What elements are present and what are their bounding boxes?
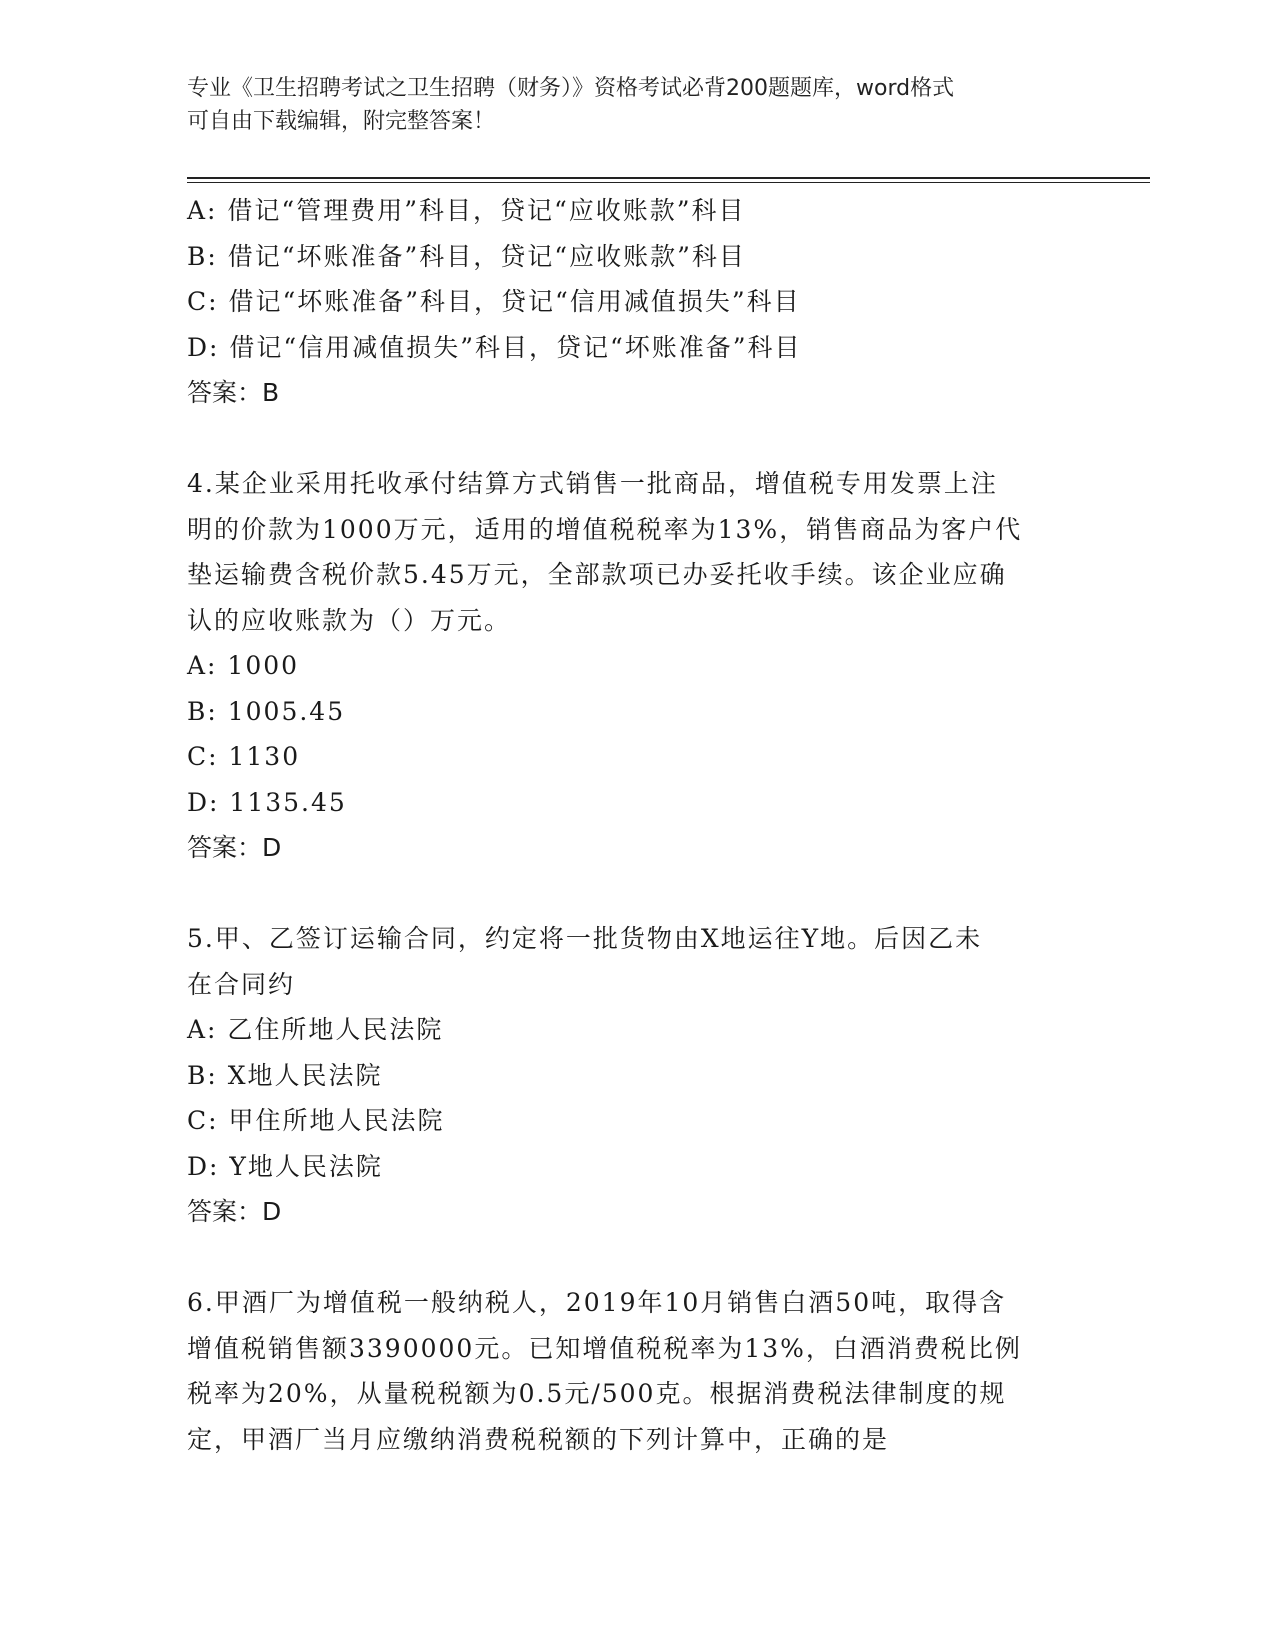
question-5-block <box>187 916 1087 1235</box>
question-stem-line: 6.甲酒厂为增值税一般纳税人，2019年10月销售白酒50吨，取得含 <box>187 1288 1007 1317</box>
document-header <box>187 72 1067 138</box>
question-3-block <box>187 188 1087 416</box>
option-b: B: 借记“坏账准备”科目，贷记“应收账款”科目 <box>187 241 746 271</box>
spacer <box>187 1235 1087 1281</box>
question-6-block <box>187 1280 1087 1462</box>
option-a: A: 借记“管理费用”科目，贷记“应收账款”科目 <box>187 196 746 225</box>
header-divider-thick <box>187 177 1150 179</box>
option-b: B: 1005.45 <box>187 696 346 726</box>
option-d: D: 1135.45 <box>187 787 347 817</box>
answer-line: 答案：D <box>187 833 282 862</box>
question-stem-line: 税率为20%，从量税税额为0.5元/500克。根据消费税法律制度的规 <box>187 1379 1007 1408</box>
question-4-block <box>187 461 1087 871</box>
question-list <box>187 188 1087 1462</box>
question-stem-line: 定，甲酒厂当月应缴纳消费税税额的下列计算中，正确的是 <box>187 1424 890 1454</box>
option-c: C: 借记“坏账准备”科目，贷记“信用减值损失”科目 <box>187 287 801 316</box>
question-stem-line: 在合同约 <box>187 969 296 999</box>
question-stem-line: 垫运输费含税价款5.45万元，全部款项已办妥托收手续。该企业应确 <box>187 560 1007 589</box>
question-stem-line: 4.某企业采用托收承付结算方式销售一批商品，增值税专用发票上注 <box>187 469 998 498</box>
answer-line: 答案：B <box>187 378 280 407</box>
option-d: D: 借记“信用减值损失”科目，贷记“坏账准备”科目 <box>187 332 802 362</box>
question-stem-line: 明的价款为1000万元，适用的增值税税率为13%，销售商品为客户代 <box>187 514 1023 544</box>
answer-line: 答案：D <box>187 1197 282 1226</box>
spacer <box>187 871 1087 917</box>
option-a: A: 乙住所地人民法院 <box>187 1015 444 1044</box>
question-stem-line: 认的应收账款为（）万元。 <box>187 605 512 635</box>
header-divider-thin <box>187 182 1150 183</box>
option-d: D: Y地人民法院 <box>187 1151 383 1181</box>
header-line-1: 专业《卫生招聘考试之卫生招聘（财务）》资格考试必背200题题库，word格式 <box>187 76 955 101</box>
question-stem-line: 增值税销售额3390000元。已知增值税税率为13%，白酒消费税比例 <box>187 1333 1022 1363</box>
header-line-2: 可自由下载编辑，附完整答案！ <box>187 109 496 134</box>
option-c: C: 1130 <box>187 742 301 771</box>
option-b: B: X地人民法院 <box>187 1060 383 1090</box>
option-a: A: 1000 <box>187 651 300 680</box>
question-stem-line: 5.甲、乙签订运输合同，约定将一批货物由X地运往Y地。后因乙未 <box>187 924 983 953</box>
option-c: C: 甲住所地人民法院 <box>187 1106 445 1135</box>
spacer <box>187 416 1087 462</box>
